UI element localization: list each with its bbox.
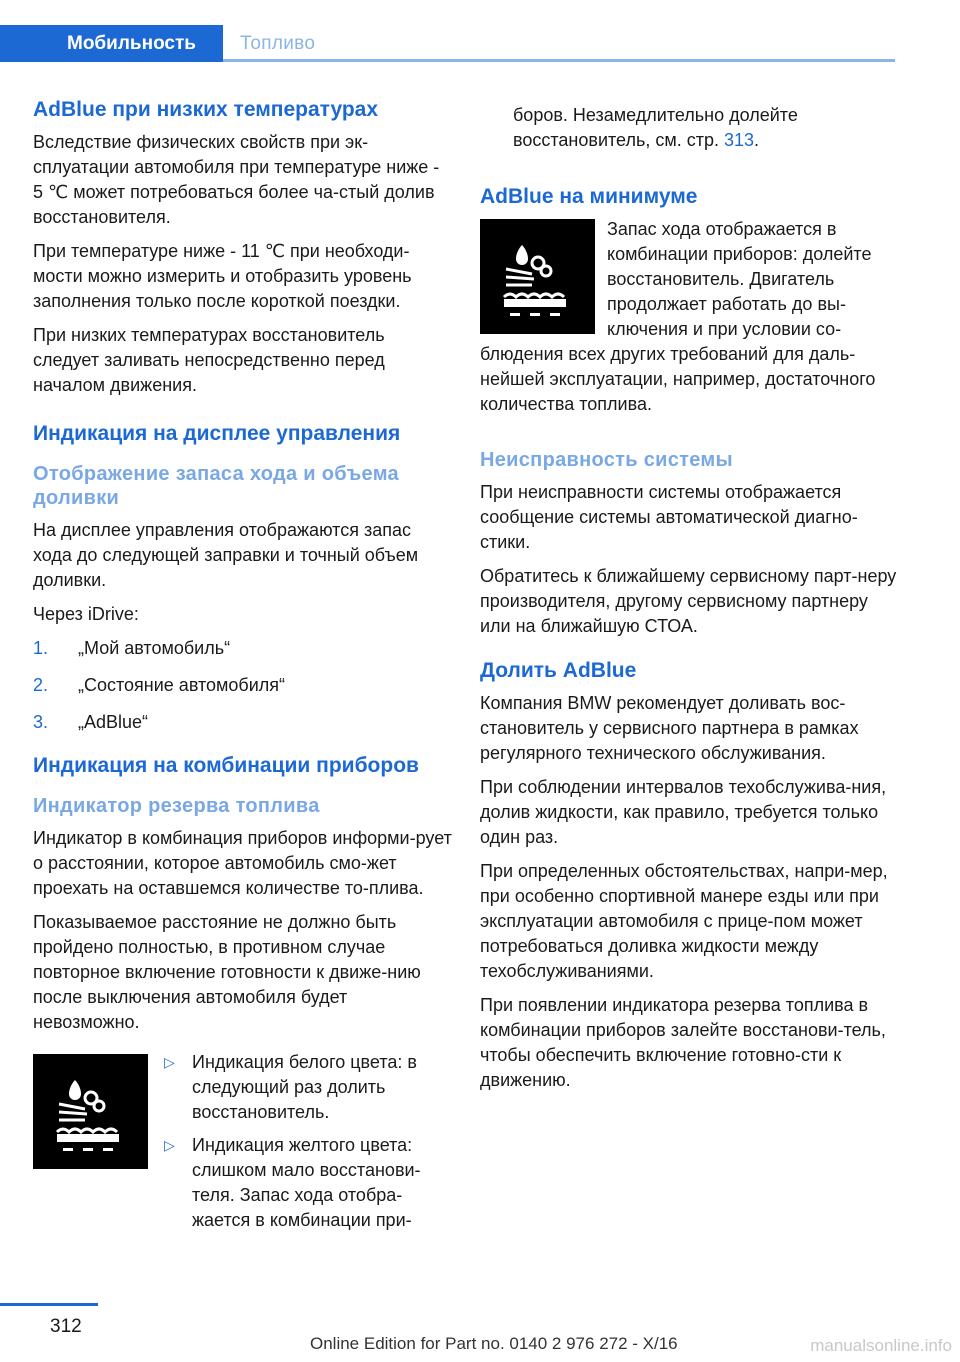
tab-mobility[interactable]: Мобильность	[0, 25, 223, 62]
subheading-range-volume: Отображение запаса хода и объема доливки	[33, 463, 399, 509]
paragraph: Индикатор в комбинация приборов информи-рует о расстоянии, которое автомобиль смо-жет проехать на оставшемся количестве то-плива.	[33, 828, 452, 898]
left-column	[33, 97, 453, 1241]
tab-fuel[interactable]: Топливо	[240, 32, 316, 54]
heading-adblue-low-temp: AdBlue при низких температурах	[33, 98, 379, 121]
paragraph: Запас хода отображается в комбинации приборов: долейте восстановитель. Двигатель продолжает работать до вы-ключения и при условии со-блюдения всех других требований для даль-нейшей эксплуатации, например, достаточного количества топлива.	[480, 219, 876, 414]
minimum-block	[480, 217, 900, 426]
page-number: 312	[50, 1316, 82, 1337]
list-item: 3. „AdBlue“	[33, 712, 149, 732]
heading-instrument-cluster: Индикация на комбинации приборов	[33, 754, 419, 777]
heading-control-display: Индикация на дисплее управления	[33, 422, 401, 445]
list-item: 2. „Состояние автомобиля“	[33, 675, 286, 695]
subheading-fuel-reserve: Индикатор резерва топлива	[33, 795, 320, 817]
paragraph: На дисплее управления отображаются запас хода до следующей заправки и точный объем доливки.	[33, 520, 419, 590]
paragraph: Компания BMW рекомендует доливать вос-становитель у сервисного партнера в рамках регулярного технического обслуживания.	[480, 693, 859, 763]
header-tabs	[0, 25, 895, 62]
paragraph: Вследствие физических свойств при эк-сплуатации автомобиля при температуре ниже - 5 ℃ может потребоваться более ча-стый долив восстановителя.	[33, 132, 440, 227]
adblue-indicator-icon	[480, 219, 595, 334]
paragraph: При соблюдении интервалов техобслужива-ния, долив жидкости, как правило, требуется только один раз.	[480, 777, 887, 847]
adblue-indicator-icon	[33, 1054, 148, 1169]
watermark: manualsonline.info	[810, 1336, 952, 1355]
triangle-bullet-icon: ▷	[164, 1137, 175, 1153]
indicator-row	[33, 1050, 453, 1241]
paragraph: При температуре ниже - 11 ℃ при необходи-мости можно измерить и отобразить уровень заполнения только после короткой поездки.	[33, 241, 412, 311]
paragraph: При неисправности системы отображается сообщение системы автоматической диагно-стики.	[480, 482, 858, 552]
heading-refill-adblue: Долить AdBlue	[480, 659, 637, 682]
triangle-bullet-icon: ▷	[164, 1054, 175, 1070]
list-item: ▷ Индикация желтого цвета: слишком мало восстанови-теля. Запас хода отобра-жается в комбинации при-	[164, 1135, 421, 1230]
subheading-system-fault: Неисправность системы	[480, 449, 733, 471]
paragraph: боров. Незамедлительно долейте восстановитель, см. стр. 313.	[513, 105, 798, 150]
edition-footer: Online Edition for Part no. 0140 2 976 272 - X/16	[310, 1334, 678, 1353]
page-number-bar	[0, 1303, 98, 1306]
paragraph: Через iDrive:	[33, 604, 139, 624]
paragraph: Обратитесь к ближайшему сервисному парт-неру производителя, другому сервисному партнеру или на ближайшую СТОА.	[480, 566, 897, 636]
heading-adblue-minimum: AdBlue на минимуме	[480, 185, 698, 208]
header-rule	[223, 59, 895, 62]
paragraph: При появлении индикатора резерва топлива в комбинации приборов залейте восстанови-тель, чтобы обеспечить включение готовно-сти к движению.	[480, 995, 886, 1090]
page-link[interactable]: 313	[723, 130, 755, 150]
right-column	[480, 103, 900, 1102]
indicator-bullets	[164, 1050, 453, 1241]
list-item: ▷ Индикация белого цвета: в следующий раз долить восстановитель.	[164, 1052, 417, 1122]
paragraph: При низких температурах восстановитель следует заливать непосредственно перед началом движения.	[33, 325, 385, 395]
paragraph: Показываемое расстояние не должно быть пройдено полностью, в противном случае повторное включение готовности к движе-нию после выключения автомобиля будет невозможно.	[33, 912, 421, 1032]
list-item: 1. „Мой автомобиль“	[33, 638, 231, 658]
idrive-steps	[33, 636, 453, 735]
paragraph: При определенных обстоятельствах, напри-мер, при особенно спортивной манере езды или при эксплуатации автомобиля с прице-пом может потребоваться доливка жидкости между техобслуживаниями.	[480, 861, 888, 981]
